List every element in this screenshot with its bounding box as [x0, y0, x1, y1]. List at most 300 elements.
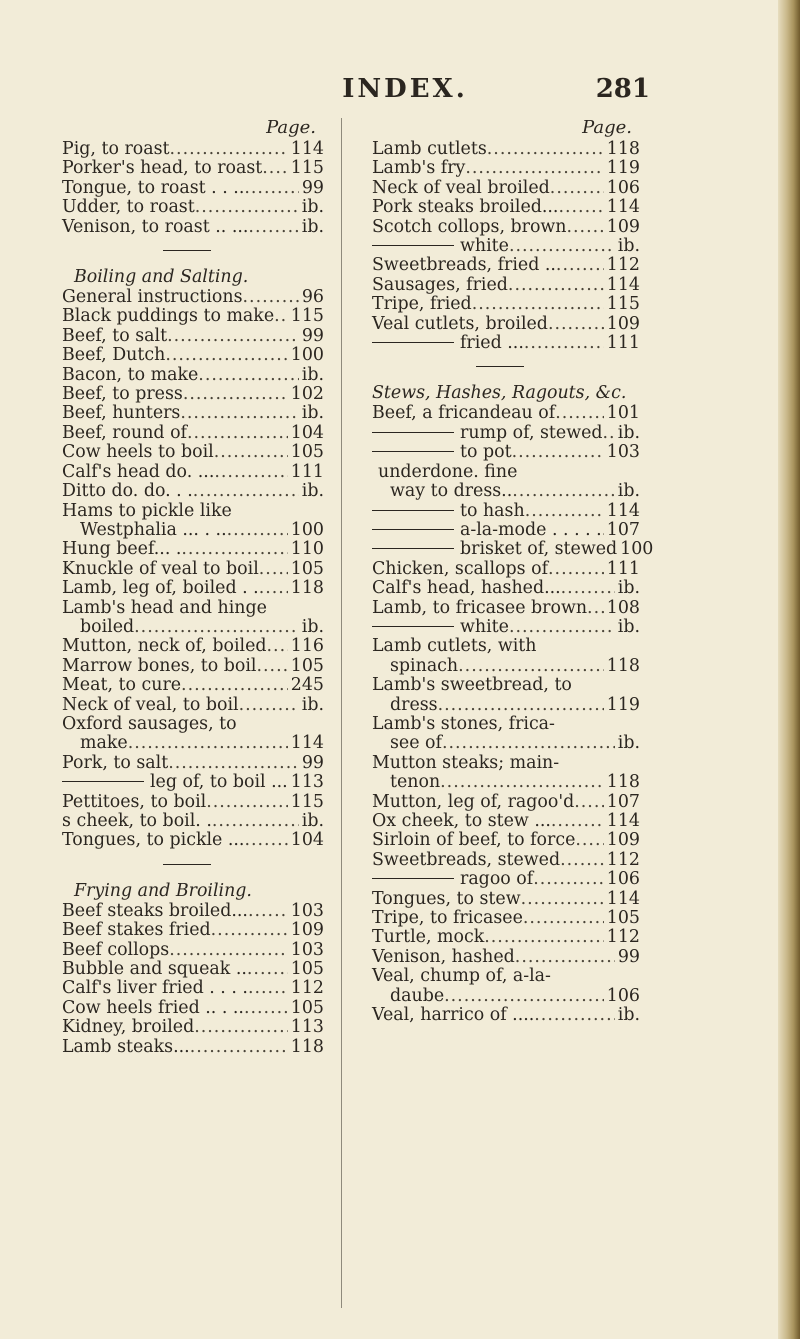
leader-dots	[560, 851, 604, 870]
entry-page: 105	[290, 959, 324, 980]
entry-page: ib.	[617, 236, 640, 257]
entry-text: brisket of, stewed	[372, 540, 617, 559]
leader-dots	[256, 657, 287, 676]
entry-text: Veal cutlets, broiled	[372, 313, 548, 334]
leader-dots	[556, 256, 604, 275]
index-entry	[372, 1006, 640, 1025]
entry-continuation-text: daube	[390, 985, 445, 1006]
entry-page: 99	[301, 325, 324, 346]
leader-dots	[168, 754, 299, 773]
leader-dots	[183, 385, 288, 404]
leader-dots	[244, 179, 299, 198]
index-entry	[62, 831, 324, 850]
index-entry	[62, 179, 324, 198]
index-entry	[62, 657, 324, 676]
entry-page: 119	[606, 694, 640, 715]
entry-text: Ditto do. do. . .	[62, 481, 193, 502]
leader-dots	[259, 560, 288, 579]
index-entry	[372, 676, 640, 695]
index-entry	[372, 256, 640, 275]
entry-page: 114	[606, 888, 640, 909]
leader-dots	[212, 812, 299, 831]
entry-text: Lamb's sweetbread, to	[372, 675, 572, 696]
section-divider	[62, 237, 324, 264]
leader-dots	[551, 812, 604, 831]
entry-page: 113	[290, 1017, 324, 1038]
entry-text: white	[372, 237, 509, 256]
index-entry-continuation	[372, 657, 640, 676]
frying-list	[62, 902, 324, 1057]
entry-page: ib.	[301, 197, 324, 218]
leader-dots	[575, 831, 603, 850]
entry-page: 105	[290, 655, 324, 676]
entry-page: 118	[290, 1036, 324, 1057]
entry-page: 110	[290, 539, 324, 560]
index-entry	[62, 404, 324, 423]
leader-dots	[524, 334, 604, 353]
index-entry	[372, 198, 640, 217]
index-entry	[62, 140, 324, 159]
leader-dots	[512, 482, 615, 501]
entry-continuation-text: spinach	[390, 655, 459, 676]
index-entry	[62, 637, 324, 656]
index-entry-continuation	[372, 482, 640, 501]
index-entry	[62, 502, 324, 521]
entry-page: 114	[290, 139, 324, 159]
index-entry	[62, 960, 324, 979]
index-entry	[62, 346, 324, 365]
leader-dots	[247, 960, 288, 979]
entry-page: ib.	[301, 694, 324, 715]
entry-text: Udder, to roast	[62, 197, 195, 218]
index-entry	[372, 443, 640, 462]
entry-page: 116	[290, 636, 324, 657]
index-entry	[62, 921, 324, 940]
index-entry	[372, 334, 640, 353]
entry-text: white	[372, 618, 509, 637]
leader-dots	[274, 307, 288, 326]
index-entry	[372, 179, 640, 198]
entry-page: 100	[290, 519, 324, 540]
leader-dots	[574, 793, 604, 812]
index-entry-continuation	[62, 618, 324, 637]
entry-text: Lamb, to fricasee brown	[372, 597, 588, 618]
leader-dots	[248, 979, 288, 998]
entry-text: s cheek, to boil. .	[62, 811, 212, 831]
entry-text: Neck of veal, to boil	[62, 694, 239, 715]
index-entry	[62, 754, 324, 773]
index-entry	[372, 831, 640, 850]
index-entry	[372, 521, 640, 540]
leader-dots	[587, 599, 604, 618]
entry-text: Calf's liver fried . . . .	[62, 978, 248, 999]
entry-page: 106	[606, 985, 640, 1006]
entry-text: Lamb steaks...	[62, 1036, 190, 1057]
entry-page: 111	[290, 461, 324, 482]
boiling-list	[62, 288, 324, 851]
entry-page: 112	[606, 849, 640, 870]
leader-dots	[555, 404, 604, 423]
entry-text: Venison, to roast .. ...	[62, 216, 249, 237]
entry-text: Lamb's stones, frica-	[372, 713, 555, 734]
index-entry	[372, 599, 640, 618]
entry-text: Knuckle of veal to boil	[62, 558, 259, 579]
leader-dots	[134, 618, 299, 637]
entry-text: Cow heels fried .. . ..	[62, 997, 244, 1018]
index-entry	[372, 909, 640, 928]
entry-page: 118	[606, 772, 640, 793]
entry-text: Lamb's fry	[372, 158, 466, 179]
entry-page: 103	[290, 939, 324, 960]
entry-page: ib.	[301, 216, 324, 237]
entry-page: 100	[290, 345, 324, 366]
entry-page: 115	[290, 306, 324, 327]
entry-text: Neck of veal broiled	[372, 177, 550, 198]
index-entry	[62, 307, 324, 326]
entry-page: 115	[290, 158, 324, 179]
entry-page: 113	[290, 772, 324, 793]
entry-text: Sweetbreads, fried ..	[372, 255, 556, 276]
entry-page: 112	[606, 255, 640, 276]
entry-page: 106	[606, 869, 640, 890]
entry-text: Pork steaks broiled...	[372, 197, 559, 218]
page-edge	[778, 0, 800, 1339]
entry-text: leg of, to boil ...	[62, 773, 288, 792]
index-entry-continuation	[62, 734, 324, 753]
entry-text: a-la-mode . . . . .	[372, 521, 602, 540]
entry-page: 109	[290, 920, 324, 941]
entry-page: 111	[606, 333, 640, 354]
leader-dots	[239, 696, 299, 715]
entry-text: Meat, to cure	[62, 675, 182, 696]
entry-page: 100	[620, 539, 654, 560]
leader-dots	[169, 941, 288, 960]
entry-text: Tongues, to pickle ...	[62, 830, 245, 851]
entry-text: Kidney, broiled	[62, 1017, 195, 1038]
entry-text: Veal, harrico of ....	[372, 1005, 535, 1026]
leader-dots	[550, 179, 604, 198]
index-entry	[372, 237, 640, 256]
leader-dots	[440, 773, 604, 792]
entry-text: Calf's head do. ...	[62, 461, 215, 482]
entry-text: Beef steaks broiled...	[62, 900, 248, 921]
right-column	[372, 117, 654, 1026]
entry-continuation-text: way to dress..	[390, 481, 513, 502]
index-entry	[62, 482, 324, 501]
index-entry	[62, 540, 324, 559]
leader-dots	[509, 618, 615, 637]
index-entry	[62, 424, 324, 443]
leader-dots	[128, 734, 288, 753]
index-entry	[62, 812, 324, 831]
entry-page: 119	[606, 158, 640, 179]
index-entry	[372, 276, 640, 295]
entry-text: Tripe, fried	[372, 294, 472, 315]
index-entry	[62, 1038, 324, 1057]
leader-dots	[181, 540, 287, 559]
index-entry	[62, 327, 324, 346]
leader-dots	[248, 218, 298, 237]
leader-dots	[190, 1038, 288, 1057]
roast-list	[62, 140, 324, 237]
index-entry	[62, 288, 324, 307]
entry-text: fried ...	[372, 334, 524, 353]
leader-dots	[561, 579, 615, 598]
entry-page: 96	[301, 287, 324, 308]
index-entry-continuation	[62, 521, 324, 540]
leader-dots	[187, 424, 288, 443]
leader-dots	[515, 948, 615, 967]
entry-text: Beef, round of	[62, 422, 187, 443]
index-entry	[62, 218, 324, 237]
entry-page: 105	[290, 442, 324, 463]
entry-page: ib.	[301, 616, 324, 637]
entry-text: Pettitoes, to boil	[62, 791, 207, 812]
index-entry	[372, 851, 640, 870]
entry-text: Tripe, to fricasee	[372, 908, 523, 929]
leader-dots	[180, 404, 298, 423]
entry-text: Beef collops	[62, 939, 170, 960]
index-entry-continuation	[372, 734, 640, 753]
index-entry-continuation	[372, 696, 640, 715]
index-entry	[62, 696, 324, 715]
index-entry	[62, 366, 324, 385]
entry-text: Beef, hunters	[62, 403, 181, 424]
entry-text: Beef, to press	[62, 384, 183, 405]
entry-text: Hung beef... .	[62, 539, 182, 560]
index-entry	[372, 890, 640, 909]
entry-text: Lamb cutlets	[372, 139, 487, 159]
entry-text: Veal, chump of, a-la-	[372, 966, 551, 987]
index-title: INDEX.	[342, 74, 468, 104]
entry-page: 105	[290, 558, 324, 579]
index-entry	[62, 902, 324, 921]
entry-page: 118	[606, 655, 640, 676]
entry-page: 114	[290, 733, 324, 754]
entry-text: Venison, hashed	[372, 946, 515, 967]
leader-dots	[438, 696, 604, 715]
entry-page: 107	[606, 519, 640, 540]
entry-text: Hams to pickle like	[62, 500, 232, 521]
index-entry	[372, 218, 640, 237]
entry-text: Tongue, to roast . . ..	[62, 177, 245, 198]
entry-text: rump of, stewed	[372, 424, 603, 443]
entry-page: 103	[290, 900, 324, 921]
leader-dots	[567, 218, 604, 237]
entry-text: Beef stakes fried	[62, 920, 211, 941]
entry-text: underdone. fine	[372, 463, 517, 482]
entry-text: Mutton steaks; main-	[372, 752, 560, 773]
leader-dots	[194, 1018, 288, 1037]
entry-page: 107	[606, 791, 640, 812]
index-entry	[62, 579, 324, 598]
leader-dots	[193, 482, 299, 501]
leader-dots	[548, 560, 604, 579]
entry-text: Lamb cutlets, with	[372, 636, 537, 657]
leader-dots	[442, 734, 615, 753]
left-column	[62, 118, 324, 1057]
entry-page: ib.	[301, 364, 324, 385]
entry-text: Mutton, leg of, ragoo'd	[372, 791, 575, 812]
entry-text: Sweetbreads, stewed	[372, 849, 561, 870]
leader-dots	[558, 198, 603, 217]
entry-page: 112	[290, 978, 324, 999]
section-divider	[372, 353, 640, 380]
entry-page: 111	[606, 558, 640, 579]
entry-page: 104	[290, 422, 324, 443]
leader-dots	[523, 909, 604, 928]
entry-text: Pig, to roast	[62, 139, 170, 159]
index-entry	[372, 539, 654, 560]
leader-dots	[458, 657, 604, 676]
entry-continuation-text: boiled	[80, 616, 135, 637]
index-entry	[372, 754, 640, 773]
entry-page: 245	[290, 675, 324, 696]
index-entry	[372, 715, 640, 734]
leader-dots	[509, 237, 615, 256]
index-entry	[372, 404, 640, 423]
index-entry	[62, 676, 324, 695]
index-entry	[372, 928, 640, 947]
index-entry-continuation	[372, 773, 640, 792]
section-title-frying: Frying and Broiling.	[74, 880, 252, 901]
leader-dots	[525, 502, 604, 521]
index-entry	[372, 948, 640, 967]
entry-page: 102	[290, 384, 324, 405]
entry-page: 109	[606, 313, 640, 334]
entry-text: Turtle, mock	[372, 927, 485, 948]
leader-dots	[534, 1006, 614, 1025]
leader-dots	[244, 999, 288, 1018]
index-entry	[62, 999, 324, 1018]
entry-text: Tongues, to stew	[372, 888, 521, 909]
leader-dots	[165, 346, 287, 365]
leader-dots	[484, 928, 604, 947]
page-column-label: Page.	[266, 117, 316, 138]
index-entry	[372, 793, 640, 812]
entry-page: 114	[606, 811, 640, 831]
entry-page: 114	[606, 500, 640, 521]
entry-page: 114	[606, 274, 640, 295]
entry-page: 114	[606, 197, 640, 218]
entry-page: 118	[290, 578, 324, 599]
entry-page: ib.	[617, 1005, 640, 1026]
leader-dots	[267, 637, 288, 656]
entry-page: 105	[606, 908, 640, 929]
index-entry	[62, 463, 324, 482]
entry-text: General instructions	[62, 287, 243, 308]
entry-continuation-text: Westphalia ... . ..	[80, 519, 227, 540]
page-number: 281	[595, 74, 650, 104]
index-entry	[62, 560, 324, 579]
leader-dots	[508, 276, 604, 295]
entry-page: 109	[606, 830, 640, 851]
entry-text: Porker's head, to roast	[62, 158, 263, 179]
entry-page: 99	[301, 177, 324, 198]
entry-page: ib.	[301, 481, 324, 502]
leader-dots	[444, 987, 604, 1006]
column-rule	[341, 118, 342, 1308]
entry-text: ragoo of	[372, 870, 533, 889]
index-entry	[372, 140, 640, 159]
entry-page: 115	[290, 791, 324, 812]
index-entry	[372, 424, 640, 443]
index-entry	[372, 967, 640, 986]
entry-page: ib.	[301, 811, 324, 831]
entry-text: Beef, a fricandeau of	[372, 403, 556, 424]
index-entry	[372, 295, 640, 314]
section-title-stews: Stews, Hashes, Ragouts, &c.	[372, 383, 627, 404]
index-entry	[372, 812, 640, 831]
index-entry	[372, 637, 640, 656]
leader-dots	[262, 159, 288, 178]
entry-page: ib.	[617, 733, 640, 754]
leader-dots	[214, 463, 287, 482]
entry-text: Bubble and squeak ..	[62, 959, 247, 980]
entry-text: Oxford sausages, to	[62, 713, 237, 734]
entry-text: Calf's head, hashed...	[372, 578, 561, 599]
index-entry	[62, 715, 324, 734]
index-entry	[62, 385, 324, 404]
leader-dots	[206, 793, 288, 812]
entry-text: Bacon, to make	[62, 364, 199, 385]
entry-page: 105	[290, 997, 324, 1018]
entry-page: ib.	[301, 403, 324, 424]
entry-page: ib.	[617, 578, 640, 599]
entry-page: 101	[606, 403, 640, 424]
leader-dots	[214, 443, 288, 462]
entry-page: 103	[606, 442, 640, 463]
running-head	[0, 74, 780, 106]
index-entry	[62, 941, 324, 960]
entry-text: Beef, Dutch	[62, 345, 166, 366]
entry-text: Pork, to salt	[62, 752, 169, 773]
entry-page: 99	[617, 946, 640, 967]
leader-dots	[198, 366, 298, 385]
index-entry	[372, 560, 640, 579]
index-entry	[372, 463, 640, 482]
leader-dots	[244, 831, 287, 850]
entry-text: Marrow bones, to boil	[62, 655, 257, 676]
index-entry	[62, 773, 324, 792]
stews-list	[372, 403, 654, 1026]
entry-page: 99	[301, 752, 324, 773]
leader-dots	[521, 890, 604, 909]
entry-page: 112	[606, 927, 640, 948]
section-title-boiling: Boiling and Salting.	[74, 267, 249, 288]
entry-continuation-text: dress	[390, 694, 438, 715]
index-entry	[372, 159, 640, 178]
entry-text: Sausages, fried	[372, 274, 508, 295]
entry-text: Lamb, leg of, boiled . .	[62, 578, 259, 599]
index-entry	[372, 315, 640, 334]
index-entry	[62, 979, 324, 998]
leader-dots	[227, 521, 288, 540]
index-entry	[372, 579, 640, 598]
entry-page: 115	[606, 294, 640, 315]
leader-dots	[548, 315, 604, 334]
entry-text: Black puddings to make	[62, 306, 275, 327]
leader-dots	[465, 159, 603, 178]
entry-text: Sirloin of beef, to force	[372, 830, 576, 851]
leader-dots	[472, 295, 604, 314]
entry-text: Beef, to salt	[62, 325, 168, 346]
entry-page: ib.	[617, 616, 640, 637]
leader-dots	[170, 140, 288, 159]
entry-page: ib.	[617, 481, 640, 502]
leader-dots	[259, 579, 288, 598]
entry-page: 108	[606, 597, 640, 618]
